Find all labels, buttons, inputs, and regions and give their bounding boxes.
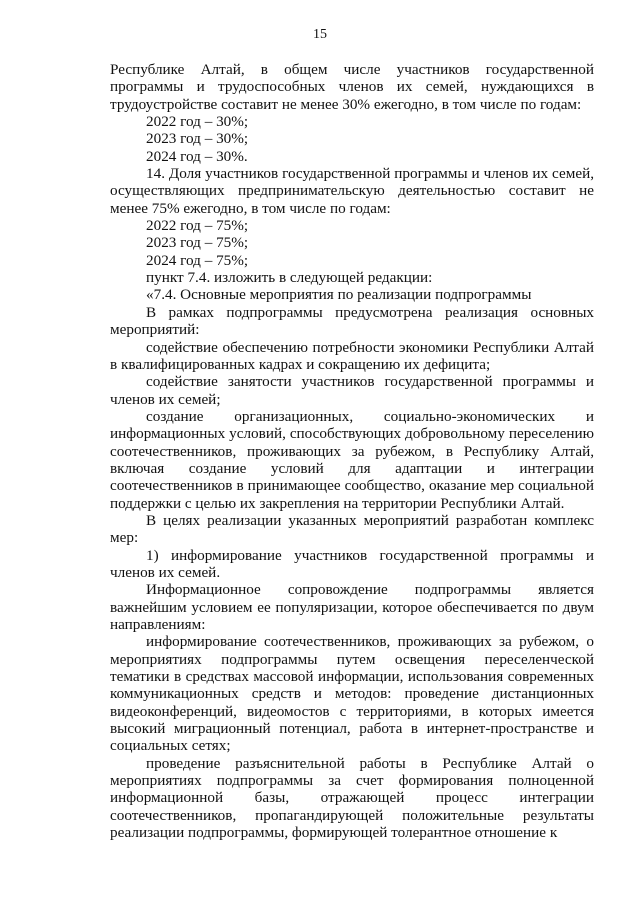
paragraph-5: 14. Доля участников государственной программы и членов их семей, осуществляющих предпринимательскую деятельностью составит не менее 75% ежегодно, в том числе по годам: bbox=[110, 165, 594, 217]
paragraph-3: 2023 год – 30%; bbox=[146, 130, 249, 148]
paragraph-17: Информационное сопровождение подпрограммы является важнейшим условием ее популяризации, которое обеспечивается по двум направлениям: bbox=[110, 581, 594, 633]
paragraph-1: Республике Алтай, в общем числе участников государственной программы и трудоспособных членов их семей, нуждающихся в трудоустройстве составит не менее 30% ежегодно, в том числе по годам: bbox=[110, 61, 594, 113]
paragraph-7: 2023 год – 75%; bbox=[146, 234, 249, 252]
document-body bbox=[110, 61, 594, 841]
page-number: 15 bbox=[313, 27, 327, 42]
paragraph-18: информирование соотечественников, проживающих за рубежом, о мероприятиях подпрограммы путем освещения переселенческой тематики в средствах массовой информации, использования современных коммуникационных средств и методов: проведение дистанционных видеоконференций, видеомостов с территориями, в которых имеется высокий миграционный потенциал, работа в интернет-пространстве и социальных сетях; bbox=[110, 633, 594, 755]
paragraph-2: 2022 год – 30%; bbox=[146, 113, 249, 131]
paragraph-8: 2024 год – 75%; bbox=[146, 251, 249, 269]
paragraph-6: 2022 год – 75%; bbox=[146, 217, 249, 235]
paragraph-9: пункт 7.4. изложить в следующей редакции: bbox=[146, 269, 433, 287]
paragraph-11: В рамках подпрограммы предусмотрена реализация основных мероприятий: bbox=[110, 303, 594, 339]
paragraph-4: 2024 год – 30%. bbox=[146, 147, 248, 165]
paragraph-16: 1) информирование участников государственной программы и членов их семей. bbox=[110, 546, 594, 581]
section-heading: «7.4. Основные мероприятия по реализации подпрограммы bbox=[146, 286, 532, 304]
paragraph-19: проведение разъяснительной работы в Республике Алтай о мероприятиях подпрограммы за счет формирования полноценной информационной базы, отражающей процесс интеграции соотечественников, пропагандирующей положительные результаты реализации подпрограммы, формирующей толерантное отношение к bbox=[110, 754, 594, 842]
paragraph-12: содействие обеспечению потребности экономики Республики Алтай в квалифицированных кадрах и сокращению их дефицита; bbox=[110, 338, 594, 373]
paragraph-15: В целях реализации указанных мероприятий разработан комплекс мер: bbox=[110, 511, 594, 547]
paragraph-13: содействие занятости участников государственной программы и членов их семей; bbox=[110, 373, 594, 408]
paragraph-14: создание организационных, социально-экономических и информационных условий, способствующих добровольному переселению соотечественников, проживающих за рубежом, в Республику Алтай, включая создание условий для адаптации и интеграции соотечественников в принимающее сообщество, оказание мер социальной поддержки с целью их закрепления на территории Республики Алтай. bbox=[110, 407, 594, 512]
